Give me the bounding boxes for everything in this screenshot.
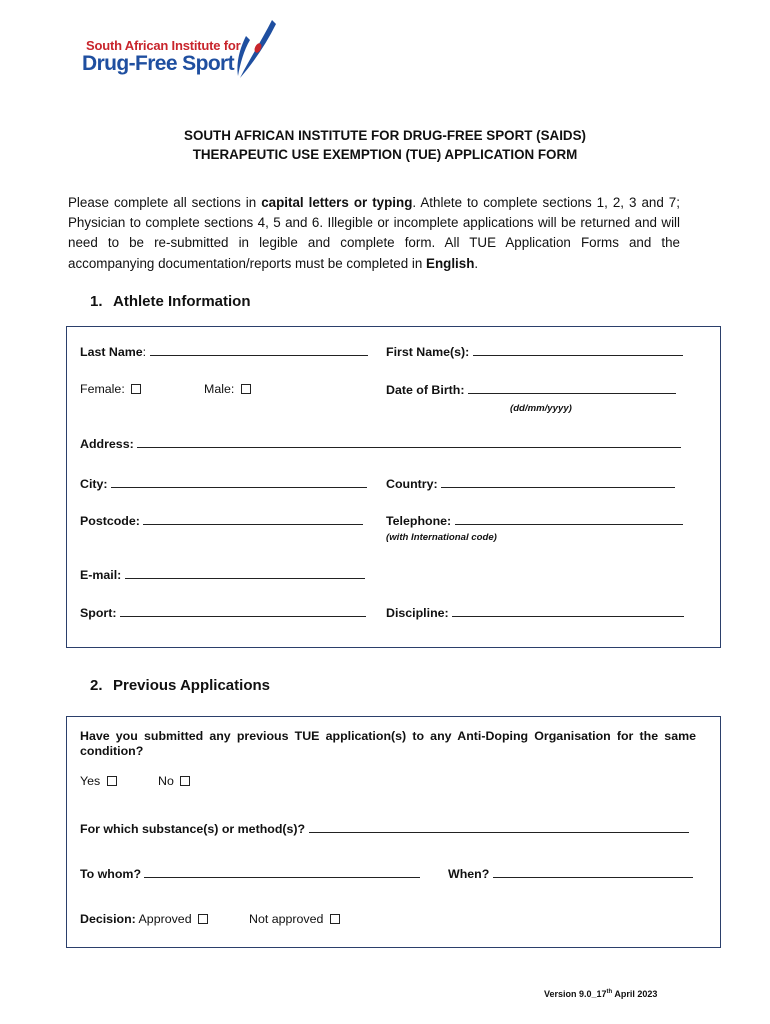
female-checkbox[interactable] xyxy=(131,384,141,394)
postcode-line[interactable] xyxy=(143,513,363,525)
not-approved-checkbox[interactable] xyxy=(330,914,340,924)
telephone-line[interactable] xyxy=(455,513,683,525)
form-title-line1: SOUTH AFRICAN INSTITUTE FOR DRUG-FREE SPORT (SAIDS) xyxy=(184,128,586,143)
yes-option[interactable]: Yes xyxy=(80,774,117,788)
date-of-birth-field[interactable]: Date of Birth: xyxy=(386,382,676,397)
last-name-field[interactable]: Last Name: xyxy=(80,344,368,359)
discipline-field[interactable]: Discipline: xyxy=(386,605,684,620)
no-option[interactable]: No xyxy=(158,774,190,788)
telephone-format-hint: (with International code) xyxy=(386,532,497,543)
to-whom-field[interactable]: To whom? xyxy=(80,866,420,881)
dob-format-hint: (dd/mm/yyyy) xyxy=(510,403,572,414)
previous-application-question: Have you submitted any previous TUE application(s) to any Anti-Doping Organisation for the same condition? xyxy=(80,729,696,758)
first-names-line[interactable] xyxy=(473,344,683,356)
date-of-birth-line[interactable] xyxy=(468,382,676,394)
when-line[interactable] xyxy=(493,866,693,878)
female-option[interactable]: Female: xyxy=(80,382,141,396)
male-option[interactable]: Male: xyxy=(204,382,251,396)
last-name-line[interactable] xyxy=(150,344,368,356)
version-label: Version 9.0_17th April 2023 xyxy=(544,989,658,999)
when-field[interactable]: When? xyxy=(448,866,693,881)
sport-line[interactable] xyxy=(120,605,366,617)
yes-checkbox[interactable] xyxy=(107,776,117,786)
email-line[interactable] xyxy=(125,567,365,579)
address-field[interactable]: Address: xyxy=(80,436,681,451)
telephone-field[interactable]: Telephone: xyxy=(386,513,683,528)
city-line[interactable] xyxy=(111,476,367,488)
logo-swoosh-icon xyxy=(232,18,280,82)
sport-field[interactable]: Sport: xyxy=(80,605,366,620)
substance-method-field[interactable]: For which substance(s) or method(s)? xyxy=(80,821,689,836)
discipline-line[interactable] xyxy=(452,605,684,617)
postcode-field[interactable]: Postcode: xyxy=(80,513,363,528)
address-line[interactable] xyxy=(137,436,681,448)
first-names-field[interactable]: First Name(s): xyxy=(386,344,683,359)
logo-text-line1: South African Institute for xyxy=(86,38,241,53)
substance-method-line[interactable] xyxy=(309,821,689,833)
no-checkbox[interactable] xyxy=(180,776,190,786)
section1-heading: 1. Athlete Information xyxy=(90,293,251,310)
male-checkbox[interactable] xyxy=(241,384,251,394)
email-field[interactable]: E-mail: xyxy=(80,567,365,582)
section2-heading: 2. Previous Applications xyxy=(90,677,270,694)
form-title-line2: THERAPEUTIC USE EXEMPTION (TUE) APPLICATION FORM xyxy=(192,147,578,162)
to-whom-line[interactable] xyxy=(144,866,420,878)
instructions-paragraph: Please complete all sections in capital letters or typing. Athlete to complete sections 1, 2, 3 and 7; Physician to complete sections 4, 5 and 6. Illegible or incomplete applications will be returned and will need to be re-submitted in legible and complete form. All TUE Application Forms and the accompanying documentation/reports must be completed in English. xyxy=(68,195,680,271)
saids-logo xyxy=(80,18,280,82)
city-field[interactable]: City: xyxy=(80,476,367,491)
logo-text-line2: Drug-Free Sport xyxy=(82,52,235,75)
decision-not-approved-option[interactable]: Not approved xyxy=(249,912,340,926)
decision-approved-option[interactable]: Decision: Approved xyxy=(80,912,208,926)
approved-checkbox[interactable] xyxy=(198,914,208,924)
country-line[interactable] xyxy=(441,476,675,488)
country-field[interactable]: Country: xyxy=(386,476,675,491)
